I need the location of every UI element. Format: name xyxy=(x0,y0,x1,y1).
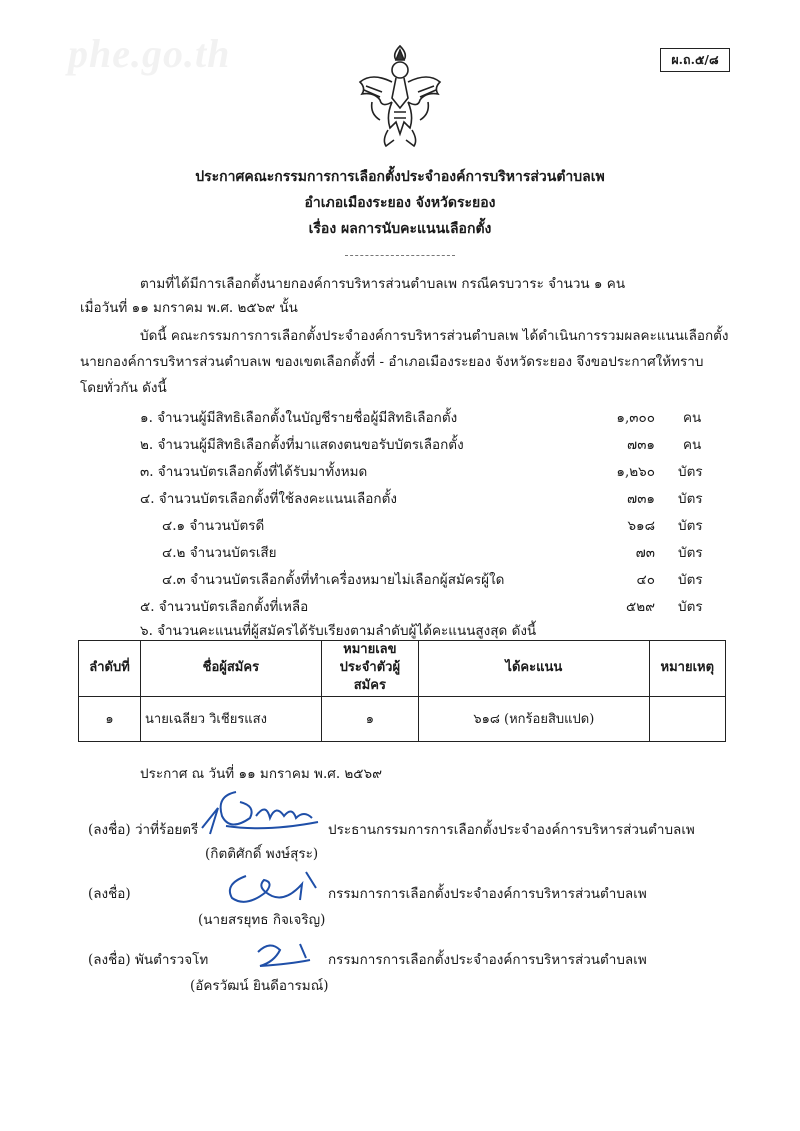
header-candidate-name: ชื่อผู้สมัคร xyxy=(141,641,322,697)
stat-unit: บัตร xyxy=(678,518,703,534)
stat-value: ๗๓๑ xyxy=(627,437,655,453)
stat-value: ๑,๒๖๐ xyxy=(616,464,655,480)
announcement-date: ประกาศ ณ วันที่ ๑๑ มกราคม พ.ศ. ๒๕๖๙ xyxy=(140,766,382,782)
paragraph-1-line-2: เมื่อวันที่ ๑๑ มกราคม พ.ศ. ๒๕๖๙ นั้น xyxy=(80,300,298,316)
stat-value: ๑,๓๐๐ xyxy=(616,410,655,426)
stat-label: ๕. จำนวนบัตรเลือกตั้งที่เหลือ xyxy=(140,599,309,615)
stat-unit: บัตร xyxy=(678,491,703,507)
stat-unit: คน xyxy=(683,437,702,453)
stat-label: ๔.๒ จำนวนบัตรเสีย xyxy=(162,545,277,561)
stat-value: ๖๑๘ xyxy=(627,518,655,534)
cell-remark xyxy=(649,696,725,741)
stat-label: ๓. จำนวนบัตรเลือกตั้งที่ได้รับมาทั้งหมด xyxy=(140,464,368,480)
cell-score: ๖๑๘ (หกร้อยสิบแปด) xyxy=(419,696,650,741)
paragraph-2-line-2: นายกองค์การบริหารส่วนตำบลเพ ของเขตเลือกตั้งที่ - อำเภอเมืองระยอง จังหวัดระยอง จึงขอประกาศให้ทราบ xyxy=(80,354,704,370)
announcement-title: ประกาศคณะกรรมการการเลือกตั้งประจำองค์การบริหารส่วนตำบลเพ xyxy=(195,169,605,185)
stat-label: ๔.๓ จำนวนบัตรเลือกตั้งที่ทำเครื่องหมายไม่เลือกผู้สมัครผู้ใด xyxy=(162,572,505,588)
form-code-box: ผ.ถ.๕/๘ xyxy=(660,48,730,72)
stat-unit: บัตร xyxy=(678,545,703,561)
paragraph-1-line-1: ตามที่ได้มีการเลือกตั้งนายกองค์การบริหารส่วนตำบลเพ กรณีครบวาระ จำนวน ๑ คน xyxy=(140,276,626,292)
stat-label: ๑. จำนวนผู้มีสิทธิเลือกตั้งในบัญชีรายชื่อผู้มีสิทธิเลือกตั้ง xyxy=(140,410,458,426)
stat-unit: บัตร xyxy=(678,572,703,588)
header-number-line-1: หมายเลข xyxy=(343,642,397,657)
signature-2-handwriting-icon xyxy=(216,862,326,912)
signature-1-name: (กิตติศักดิ์ พงษ์สุระ) xyxy=(205,846,319,862)
signature-3-position: กรรมการการเลือกตั้งประจำองค์การบริหารส่วนตำบลเพ xyxy=(328,952,647,968)
signature-3-prefix: (ลงชื่อ) พันตำรวจโท xyxy=(88,952,209,968)
header-number-line-2: ประจำตัวผู้สมัคร xyxy=(339,660,401,694)
signature-3-handwriting-icon xyxy=(250,934,330,974)
stat-value: ๕๒๙ xyxy=(625,599,655,615)
signature-1-position: ประธานกรรมการการเลือกตั้งประจำองค์การบริหารส่วนตำบลเพ xyxy=(328,822,695,838)
signature-1-prefix: (ลงชื่อ) ว่าที่ร้อยตรี xyxy=(88,822,199,838)
announcement-district: อำเภอเมืองระยอง จังหวัดระยอง xyxy=(304,195,496,211)
garuda-emblem-icon xyxy=(352,42,448,152)
header-rank: ลำดับที่ xyxy=(79,641,141,697)
paragraph-2-line-3: โดยทั่วกัน ดังนี้ xyxy=(80,380,167,396)
results-table xyxy=(78,640,726,742)
cell-candidate-number: ๑ xyxy=(321,696,418,741)
table-row xyxy=(79,696,726,741)
cell-candidate-name: นายเฉลียว วิเชียรแสง xyxy=(141,696,322,741)
watermark: phe.go.th xyxy=(68,31,231,76)
stat-value: ๗๓ xyxy=(635,545,655,561)
stat-label: ๒. จำนวนผู้มีสิทธิเลือกตั้งที่มาแสดงตนขอรับบัตรเลือกตั้ง xyxy=(140,437,464,453)
stat-unit: บัตร xyxy=(678,464,703,480)
signature-3-name: (อัครวัฒน์ ยินดีอารมณ์) xyxy=(190,978,329,994)
header-score: ได้คะแนน xyxy=(419,641,650,697)
signature-1-handwriting-icon xyxy=(196,782,326,846)
header-candidate-number xyxy=(321,641,418,697)
stat-unit: บัตร xyxy=(678,599,703,615)
header-divider xyxy=(345,255,455,256)
signature-2-prefix: (ลงชื่อ) xyxy=(88,886,131,902)
stat-label: ๔.๑ จำนวนบัตรดี xyxy=(162,518,265,534)
stat-label-candidate-scores: ๖. จำนวนคะแนนที่ผู้สมัครได้รับเรียงตามลำดับผู้ได้คะแนนสูงสุด ดังนี้ xyxy=(140,623,537,639)
signature-2-name: (นายสรยุทธ กิจเจริญ) xyxy=(198,912,326,928)
stat-unit: คน xyxy=(683,410,702,426)
stat-label: ๔. จำนวนบัตรเลือกตั้งที่ใช้ลงคะแนนเลือกตั้ง xyxy=(140,491,397,507)
signature-2-position: กรรมการการเลือกตั้งประจำองค์การบริหารส่วนตำบลเพ xyxy=(328,886,647,902)
paragraph-2-line-1: บัดนี้ คณะกรรมการการเลือกตั้งประจำองค์การบริหารส่วนตำบลเพ ได้ดำเนินการรวมผลคะแนนเลือกตั้ง xyxy=(140,328,729,344)
stat-value: ๔๐ xyxy=(636,572,655,588)
announcement-subject: เรื่อง ผลการนับคะแนนเลือกตั้ง xyxy=(308,221,492,237)
cell-rank: ๑ xyxy=(79,696,141,741)
header-remark: หมายเหตุ xyxy=(649,641,725,697)
stat-value: ๗๓๑ xyxy=(627,491,655,507)
table-header-row xyxy=(79,641,726,697)
